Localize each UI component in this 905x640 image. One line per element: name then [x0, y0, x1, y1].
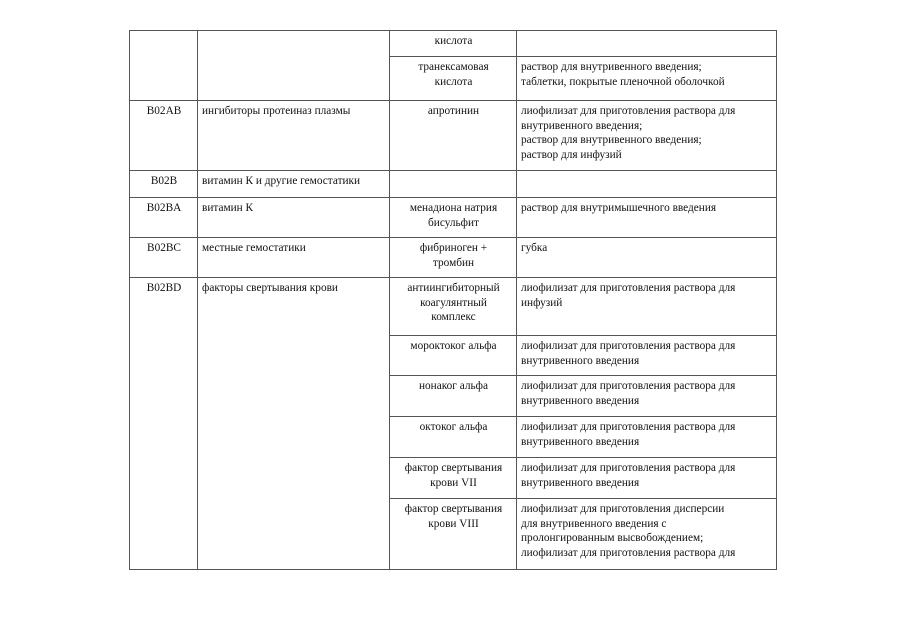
- group-name: витамин К и другие гемостатики: [202, 175, 361, 187]
- atc-code-cell: [130, 198, 198, 238]
- dosage-forms-cell: [517, 499, 777, 570]
- group-name: ингибиторы протеиназ плазмы: [202, 105, 351, 117]
- group-name-cell: [198, 417, 390, 458]
- atc-code-cell: [130, 417, 198, 458]
- dosage-form-line: раствор для внутримышечного введения: [521, 202, 717, 214]
- table-row: [130, 336, 777, 376]
- drug-name-line: коагулянтный: [420, 296, 487, 309]
- drug-name-cell: [390, 278, 517, 336]
- dosage-forms-cell: [517, 376, 777, 417]
- dosage-form-line: лиофилизат для приготовления раствора для: [521, 546, 736, 559]
- table-row: [130, 376, 777, 417]
- group-name-cell: [198, 57, 390, 101]
- dosage-form-line: пролонгированным высвобождением;: [521, 532, 704, 545]
- group-name: витамин К: [202, 202, 254, 214]
- group-name-cell: [198, 101, 390, 171]
- table-row: [130, 499, 777, 570]
- dosage-forms-cell: [517, 458, 777, 499]
- drug-name-cell: [390, 376, 517, 417]
- group-name-cell: [198, 376, 390, 417]
- atc-code: B02AB: [146, 105, 182, 117]
- dosage-form-line: лиофилизат для приготовления дисперсии: [521, 503, 725, 515]
- group-name-cell: [198, 336, 390, 376]
- table-row: [130, 278, 777, 336]
- table-row: [130, 171, 777, 198]
- drug-name-line: кислота: [434, 35, 473, 47]
- group-name-cell: [198, 198, 390, 238]
- atc-code-cell: [130, 336, 198, 376]
- dosage-forms-cell: [517, 31, 777, 57]
- table-row: [130, 198, 777, 238]
- drug-name-line: кислота: [434, 75, 473, 88]
- table-row: [130, 417, 777, 458]
- drug-name-line: апротинин: [427, 105, 480, 117]
- dosage-forms-cell: [517, 278, 777, 336]
- atc-code-cell: [130, 278, 198, 336]
- dosage-form-line: внутривенного введения;: [521, 119, 643, 132]
- atc-code-cell: [130, 499, 198, 570]
- dosage-forms-cell: [517, 238, 777, 278]
- group-name-cell: [198, 238, 390, 278]
- table-row: [130, 458, 777, 499]
- atc-code-cell: [130, 458, 198, 499]
- group-name-cell: [198, 278, 390, 336]
- drug-name-line: транексамовая: [418, 61, 489, 73]
- drug-name-cell: [390, 198, 517, 238]
- group-name-cell: [198, 31, 390, 57]
- drug-name-line: комплекс: [431, 311, 476, 324]
- drug-name-line: тромбин: [432, 256, 475, 269]
- dosage-forms-cell: [517, 336, 777, 376]
- drug-table: [129, 30, 777, 570]
- dosage-form-line: внутривенного введения: [521, 354, 640, 367]
- atc-code-cell: [130, 101, 198, 171]
- table-row: [130, 31, 777, 57]
- atc-code: B02BC: [147, 242, 181, 254]
- drug-name-line: фибриноген +: [419, 242, 488, 254]
- dosage-form-line: внутривенного введения: [521, 476, 640, 489]
- atc-code: B02BD: [146, 282, 182, 294]
- table-row: [130, 238, 777, 278]
- atc-code-cell: [130, 376, 198, 417]
- drug-name-cell: [390, 336, 517, 376]
- dosage-form-line: таблетки, покрытые пленочной оболочкой: [521, 75, 725, 88]
- atc-code-cell: [130, 171, 198, 198]
- atc-code: B02B: [150, 175, 178, 187]
- drug-name-line: мороктоког альфа: [410, 340, 497, 352]
- group-name-cell: [198, 171, 390, 198]
- dosage-form-line: губка: [521, 242, 548, 254]
- dosage-forms-cell: [517, 171, 777, 198]
- dosage-form-line: для внутривенного введения с: [521, 517, 667, 530]
- drug-name-cell: [390, 458, 517, 499]
- dosage-forms-cell: [517, 101, 777, 171]
- drug-name-cell: [390, 238, 517, 278]
- dosage-form-line: внутривенного введения: [521, 435, 640, 448]
- drug-name-line: фактор свертывания: [404, 462, 503, 474]
- drug-name-line: фактор свертывания: [404, 503, 503, 515]
- drug-name-line: менадиона натрия: [409, 202, 498, 214]
- group-name: факторы свертывания крови: [202, 282, 338, 294]
- dosage-forms-cell: [517, 57, 777, 101]
- drug-name-cell: [390, 31, 517, 57]
- dosage-form-line: раствор для внутривенного введения;: [521, 61, 702, 73]
- drug-name-line: крови VIII: [428, 517, 479, 530]
- group-name: местные гемостатики: [202, 242, 306, 254]
- drug-name-cell: [390, 101, 517, 171]
- group-name-cell: [198, 458, 390, 499]
- drug-name-line: нонаког альфа: [418, 380, 488, 392]
- table-row: [130, 57, 777, 101]
- dosage-forms-cell: [517, 417, 777, 458]
- drug-name-line: бисульфит: [428, 216, 479, 229]
- dosage-form-line: лиофилизат для приготовления раствора для: [521, 462, 736, 474]
- dosage-form-line: лиофилизат для приготовления раствора для: [521, 421, 736, 433]
- atc-code-cell: [130, 31, 198, 57]
- dosage-form-line: инфузий: [521, 296, 563, 309]
- drug-name-cell: [390, 171, 517, 198]
- dosage-form-line: лиофилизат для приготовления раствора для: [521, 105, 736, 117]
- drug-name-line: октоког альфа: [419, 421, 488, 433]
- dosage-form-line: внутривенного введения: [521, 394, 640, 407]
- dosage-form-line: лиофилизат для приготовления раствора для: [521, 340, 736, 352]
- table-row: [130, 101, 777, 171]
- drug-name-line: крови VII: [430, 476, 477, 489]
- atc-code: B02BA: [146, 202, 182, 214]
- group-name-cell: [198, 499, 390, 570]
- atc-code-cell: [130, 238, 198, 278]
- dosage-forms-cell: [517, 198, 777, 238]
- drug-name-line: антиингибиторный: [407, 282, 500, 294]
- drug-name-cell: [390, 57, 517, 101]
- atc-code-cell: [130, 57, 198, 101]
- dosage-form-line: раствор для инфузий: [521, 148, 622, 161]
- dosage-form-line: лиофилизат для приготовления раствора для: [521, 282, 736, 294]
- dosage-form-line: лиофилизат для приготовления раствора для: [521, 380, 736, 392]
- drug-name-cell: [390, 499, 517, 570]
- drug-name-cell: [390, 417, 517, 458]
- dosage-form-line: раствор для внутривенного введения;: [521, 134, 702, 147]
